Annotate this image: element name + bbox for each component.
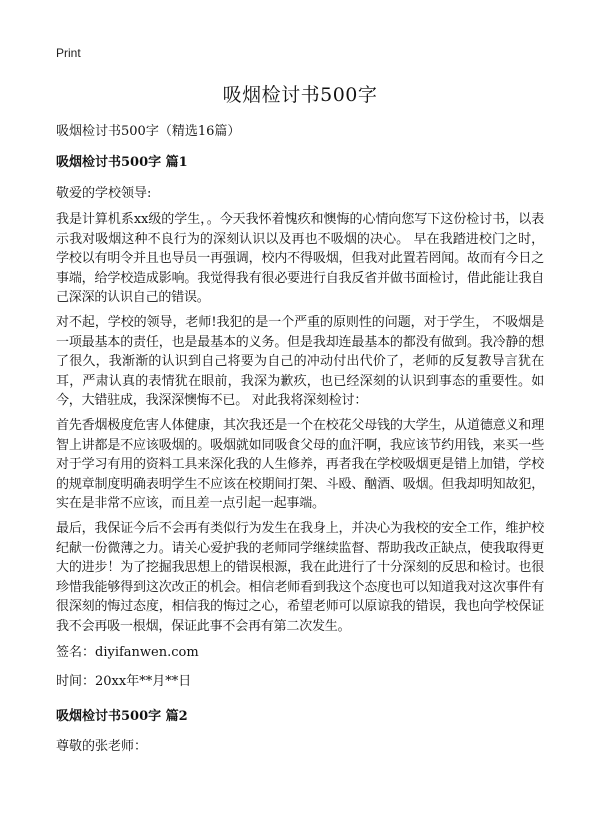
time-line: 时间：20xx年**月**日 — [56, 674, 192, 689]
paragraph-4: 最后，我保证今后不会再有类似行为发生在我身上，并决心为我校的安全工作，维护校纪献一份微薄之力。请关心爱护我的老师同学继续监督、帮助我改正缺点，使我取得更大的进步！为了挖掘我思想上的错误根源，我在此进行了十分深刻的反思和检讨。也很珍惜我能够得到这次改正的机会。相信老师看到我这个态度也可以知道我对这次事件有很深刻的悔过态度，相信我的悔过之心，希望老师可以原谅我的错误，我也向学校保证我不会再吸一根烟，保证此事不会再有第二次发生。 — [56, 521, 544, 634]
greeting-1: 敬爱的学校领导: — [56, 186, 152, 201]
document-subtitle: 吸烟检讨书500字（精选16篇） — [56, 124, 241, 139]
greeting-2: 尊敬的张老师： — [56, 739, 148, 754]
section-heading-2: 吸烟检讨书500字 篇2 — [56, 709, 188, 724]
print-label: Print — [56, 46, 81, 60]
section-heading-1: 吸烟检讨书500字 篇1 — [56, 155, 188, 170]
paragraph-2: 对不起，学校的领导，老师!我犯的是一个严重的原则性的问题，对于学生， 不吸烟是一项最基本的责任，也是最基本的义务。但是我却连最基本的都没有做到。我冷静的想了很久，我渐渐的认识到自己将要为自己的冲动付出代价了，老师的反复教导言犹在耳，严肃认真的表情犹在眼前，我深为歉疚，也已经深刻的认识到事态的重要性。如今，大错驻成，我深深懊悔不已。 对此我将深刻检讨： — [56, 315, 544, 409]
signature-line: 签名：diyifanwen.com — [56, 645, 199, 660]
page-title: 吸烟检讨书500字 — [222, 84, 378, 106]
paragraph-1: 我是计算机系xx级的学生，。今天我怀着愧疚和懊悔的心情向您写下这份检讨书，以表示我对吸烟这种不良行为的深刻认识以及再也不吸烟的决心。 早在我踏进校门之时，学校以有明令并且也导员一再强调，校内不得吸烟，但我对此置若罔闻。故而有今日之事端，给学校造成影响。我觉得我有很必要进行自我反省并做书面检讨，借此能让我自己深深的认识自己的错误。 — [56, 212, 544, 306]
paragraph-3: 首先香烟极度危害人体健康，其次我还是一个在校花父母钱的大学生，从道德意义和理智上讲都是不应该吸烟的。吸烟就如同吸食父母的血汗啊，我应该节约用钱，来买一些对于学习有用的资料工具来深化我的人生修养，再者我在学校吸烟更是错上加错，学校的规章制度明确表明学生不应该在校期间打架、斗殴、酗酒、吸烟。但我却明知故犯，实在是非常不应该，而且差一点引起一起事端。 — [56, 418, 544, 512]
